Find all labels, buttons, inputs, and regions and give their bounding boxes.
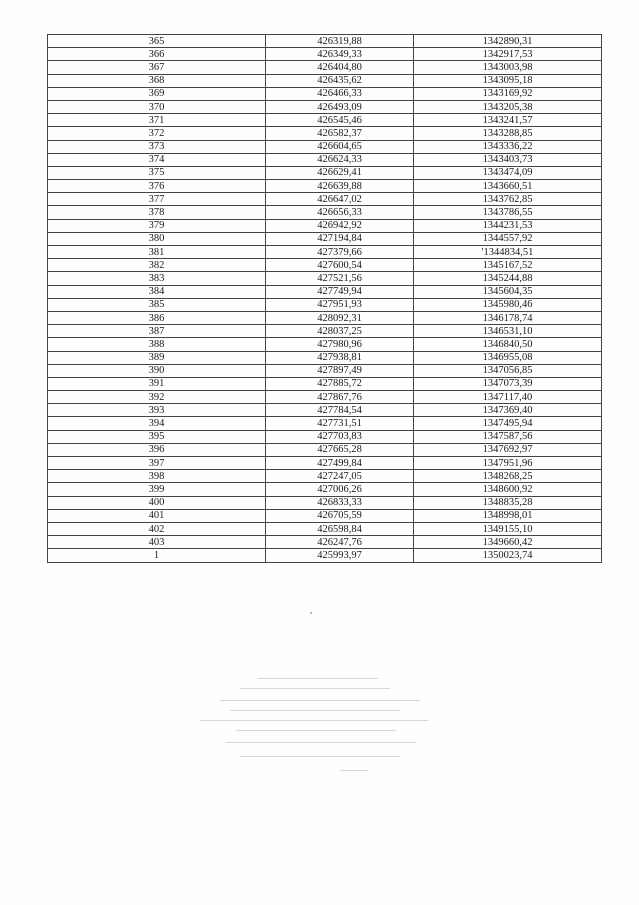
- table-row: [48, 404, 602, 417]
- y-coordinate-cell: 1348998,01: [414, 509, 602, 522]
- y-coordinate-cell: 1343003,98: [414, 61, 602, 74]
- x-coordinate-cell: 427885,72: [266, 377, 414, 390]
- point-number-cell: 374: [48, 153, 266, 166]
- x-coordinate-cell: 426705,59: [266, 509, 414, 522]
- x-coordinate-cell: 427379,66: [266, 246, 414, 259]
- x-coordinate-cell: 427521,56: [266, 272, 414, 285]
- x-coordinate-cell: 427749,94: [266, 285, 414, 298]
- y-coordinate-cell: 1346178,74: [414, 311, 602, 324]
- point-number-cell: 370: [48, 100, 266, 113]
- y-coordinate-cell: 1343169,92: [414, 87, 602, 100]
- table-row: [48, 457, 602, 470]
- x-coordinate-cell: 427731,51: [266, 417, 414, 430]
- point-number-cell: 375: [48, 166, 266, 179]
- x-coordinate-cell: 426247,76: [266, 536, 414, 549]
- x-coordinate-cell: 427897,49: [266, 364, 414, 377]
- y-coordinate-cell: 1343786,55: [414, 206, 602, 219]
- faded-stamp-bleedthrough: [200, 672, 440, 782]
- point-number-cell: 391: [48, 377, 266, 390]
- point-number-cell: 377: [48, 193, 266, 206]
- point-number-cell: 369: [48, 87, 266, 100]
- table-row: [48, 153, 602, 166]
- point-number-cell: 388: [48, 338, 266, 351]
- y-coordinate-cell: 1342917,53: [414, 48, 602, 61]
- x-coordinate-cell: 426598,84: [266, 522, 414, 535]
- x-coordinate-cell: 428092,31: [266, 311, 414, 324]
- point-number-cell: 397: [48, 457, 266, 470]
- point-number-cell: 394: [48, 417, 266, 430]
- x-coordinate-cell: 427600,54: [266, 259, 414, 272]
- table-row: [48, 549, 602, 562]
- point-number-cell: 384: [48, 285, 266, 298]
- x-coordinate-cell: 426942,92: [266, 219, 414, 232]
- x-coordinate-cell: 427665,28: [266, 443, 414, 456]
- point-number-cell: 400: [48, 496, 266, 509]
- y-coordinate-cell: 1346531,10: [414, 325, 602, 338]
- y-coordinate-cell: 1347369,40: [414, 404, 602, 417]
- x-coordinate-cell: 427980,96: [266, 338, 414, 351]
- x-coordinate-cell: 427951,93: [266, 298, 414, 311]
- table-row: [48, 430, 602, 443]
- x-coordinate-cell: 426545,46: [266, 114, 414, 127]
- table-row: [48, 219, 602, 232]
- table-row: [48, 496, 602, 509]
- table-row: [48, 285, 602, 298]
- point-number-cell: 395: [48, 430, 266, 443]
- y-coordinate-cell: 1345167,52: [414, 259, 602, 272]
- y-coordinate-cell: 1347117,40: [414, 391, 602, 404]
- y-coordinate-cell: 1347495,94: [414, 417, 602, 430]
- table-row: [48, 364, 602, 377]
- table-row: [48, 232, 602, 245]
- point-number-cell: 387: [48, 325, 266, 338]
- table-row: [48, 193, 602, 206]
- table-row: [48, 443, 602, 456]
- x-coordinate-cell: 426656,33: [266, 206, 414, 219]
- table-row: [48, 417, 602, 430]
- y-coordinate-cell: 1344557,92: [414, 232, 602, 245]
- point-number-cell: 392: [48, 391, 266, 404]
- table-row: [48, 74, 602, 87]
- table-row: [48, 127, 602, 140]
- x-coordinate-cell: 426435,62: [266, 74, 414, 87]
- y-coordinate-cell: 1350023,74: [414, 549, 602, 562]
- point-number-cell: 403: [48, 536, 266, 549]
- y-coordinate-cell: 1343336,22: [414, 140, 602, 153]
- table-row: [48, 35, 602, 48]
- x-coordinate-cell: 425993,97: [266, 549, 414, 562]
- point-number-cell: 401: [48, 509, 266, 522]
- table-row: [48, 377, 602, 390]
- x-coordinate-cell: 427784,54: [266, 404, 414, 417]
- point-number-cell: 379: [48, 219, 266, 232]
- point-number-cell: 385: [48, 298, 266, 311]
- y-coordinate-cell: 1347073,39: [414, 377, 602, 390]
- point-number-cell: 402: [48, 522, 266, 535]
- table-row: [48, 470, 602, 483]
- y-coordinate-cell: 1343095,18: [414, 74, 602, 87]
- y-coordinate-cell: 1349155,10: [414, 522, 602, 535]
- x-coordinate-cell: 427938,81: [266, 351, 414, 364]
- x-coordinate-cell: 427247,05: [266, 470, 414, 483]
- point-number-cell: 378: [48, 206, 266, 219]
- y-coordinate-cell: 1343474,09: [414, 166, 602, 179]
- y-coordinate-cell: 1343288,85: [414, 127, 602, 140]
- table-row: [48, 509, 602, 522]
- x-coordinate-cell: 427703,83: [266, 430, 414, 443]
- y-coordinate-cell: 1348268,25: [414, 470, 602, 483]
- y-coordinate-cell: 1346840,50: [414, 338, 602, 351]
- x-coordinate-cell: 426604,65: [266, 140, 414, 153]
- x-coordinate-cell: 426404,80: [266, 61, 414, 74]
- table-row: [48, 206, 602, 219]
- y-coordinate-cell: '1344834,51: [414, 246, 602, 259]
- table-row: [48, 391, 602, 404]
- x-coordinate-cell: 426629,41: [266, 166, 414, 179]
- y-coordinate-cell: 1345244,88: [414, 272, 602, 285]
- x-coordinate-cell: 428037,25: [266, 325, 414, 338]
- point-number-cell: 382: [48, 259, 266, 272]
- point-number-cell: 368: [48, 74, 266, 87]
- table-row: [48, 259, 602, 272]
- table-row: [48, 48, 602, 61]
- coordinates-table: [47, 34, 602, 563]
- point-number-cell: 376: [48, 180, 266, 193]
- y-coordinate-cell: 1344231,53: [414, 219, 602, 232]
- point-number-cell: 373: [48, 140, 266, 153]
- y-coordinate-cell: 1345980,46: [414, 298, 602, 311]
- point-number-cell: 366: [48, 48, 266, 61]
- table-row: [48, 298, 602, 311]
- table-row: [48, 483, 602, 496]
- coordinates-table-body: [48, 35, 602, 563]
- point-number-cell: 398: [48, 470, 266, 483]
- point-number-cell: 383: [48, 272, 266, 285]
- y-coordinate-cell: 1343660,51: [414, 180, 602, 193]
- x-coordinate-cell: 426493,09: [266, 100, 414, 113]
- point-number-cell: 396: [48, 443, 266, 456]
- table-row: [48, 272, 602, 285]
- table-row: [48, 87, 602, 100]
- x-coordinate-cell: 426624,33: [266, 153, 414, 166]
- x-coordinate-cell: 427006,26: [266, 483, 414, 496]
- table-row: [48, 61, 602, 74]
- y-coordinate-cell: 1343205,38: [414, 100, 602, 113]
- x-coordinate-cell: 426647,02: [266, 193, 414, 206]
- table-row: [48, 351, 602, 364]
- y-coordinate-cell: 1346955,08: [414, 351, 602, 364]
- point-number-cell: 371: [48, 114, 266, 127]
- point-number-cell: 381: [48, 246, 266, 259]
- y-coordinate-cell: 1343403,73: [414, 153, 602, 166]
- table-row: [48, 325, 602, 338]
- table-row: [48, 166, 602, 179]
- y-coordinate-cell: 1347692,97: [414, 443, 602, 456]
- point-number-cell: 1: [48, 549, 266, 562]
- y-coordinate-cell: 1343241,57: [414, 114, 602, 127]
- point-number-cell: 367: [48, 61, 266, 74]
- y-coordinate-cell: 1348600,92: [414, 483, 602, 496]
- point-number-cell: 393: [48, 404, 266, 417]
- y-coordinate-cell: 1345604,35: [414, 285, 602, 298]
- x-coordinate-cell: 427194,84: [266, 232, 414, 245]
- table-row: [48, 338, 602, 351]
- table-row: [48, 522, 602, 535]
- table-row: [48, 246, 602, 259]
- x-coordinate-cell: 426319,88: [266, 35, 414, 48]
- point-number-cell: 365: [48, 35, 266, 48]
- x-coordinate-cell: 426349,33: [266, 48, 414, 61]
- y-coordinate-cell: 1347587,56: [414, 430, 602, 443]
- y-coordinate-cell: 1342890,31: [414, 35, 602, 48]
- table-row: [48, 180, 602, 193]
- x-coordinate-cell: 426582,37: [266, 127, 414, 140]
- point-number-cell: 390: [48, 364, 266, 377]
- y-coordinate-cell: 1343762,85: [414, 193, 602, 206]
- point-number-cell: 380: [48, 232, 266, 245]
- point-number-cell: 386: [48, 311, 266, 324]
- point-number-cell: 399: [48, 483, 266, 496]
- point-number-cell: 372: [48, 127, 266, 140]
- y-coordinate-cell: 1348835,28: [414, 496, 602, 509]
- y-coordinate-cell: 1347951,96: [414, 457, 602, 470]
- table-row: [48, 100, 602, 113]
- table-row: [48, 114, 602, 127]
- table-row: [48, 140, 602, 153]
- x-coordinate-cell: 427499,84: [266, 457, 414, 470]
- x-coordinate-cell: 426833,33: [266, 496, 414, 509]
- scan-speck: [310, 612, 312, 614]
- point-number-cell: 389: [48, 351, 266, 364]
- table-row: [48, 536, 602, 549]
- x-coordinate-cell: 427867,76: [266, 391, 414, 404]
- x-coordinate-cell: 426466,33: [266, 87, 414, 100]
- table-row: [48, 311, 602, 324]
- y-coordinate-cell: 1347056,85: [414, 364, 602, 377]
- y-coordinate-cell: 1349660,42: [414, 536, 602, 549]
- x-coordinate-cell: 426639,88: [266, 180, 414, 193]
